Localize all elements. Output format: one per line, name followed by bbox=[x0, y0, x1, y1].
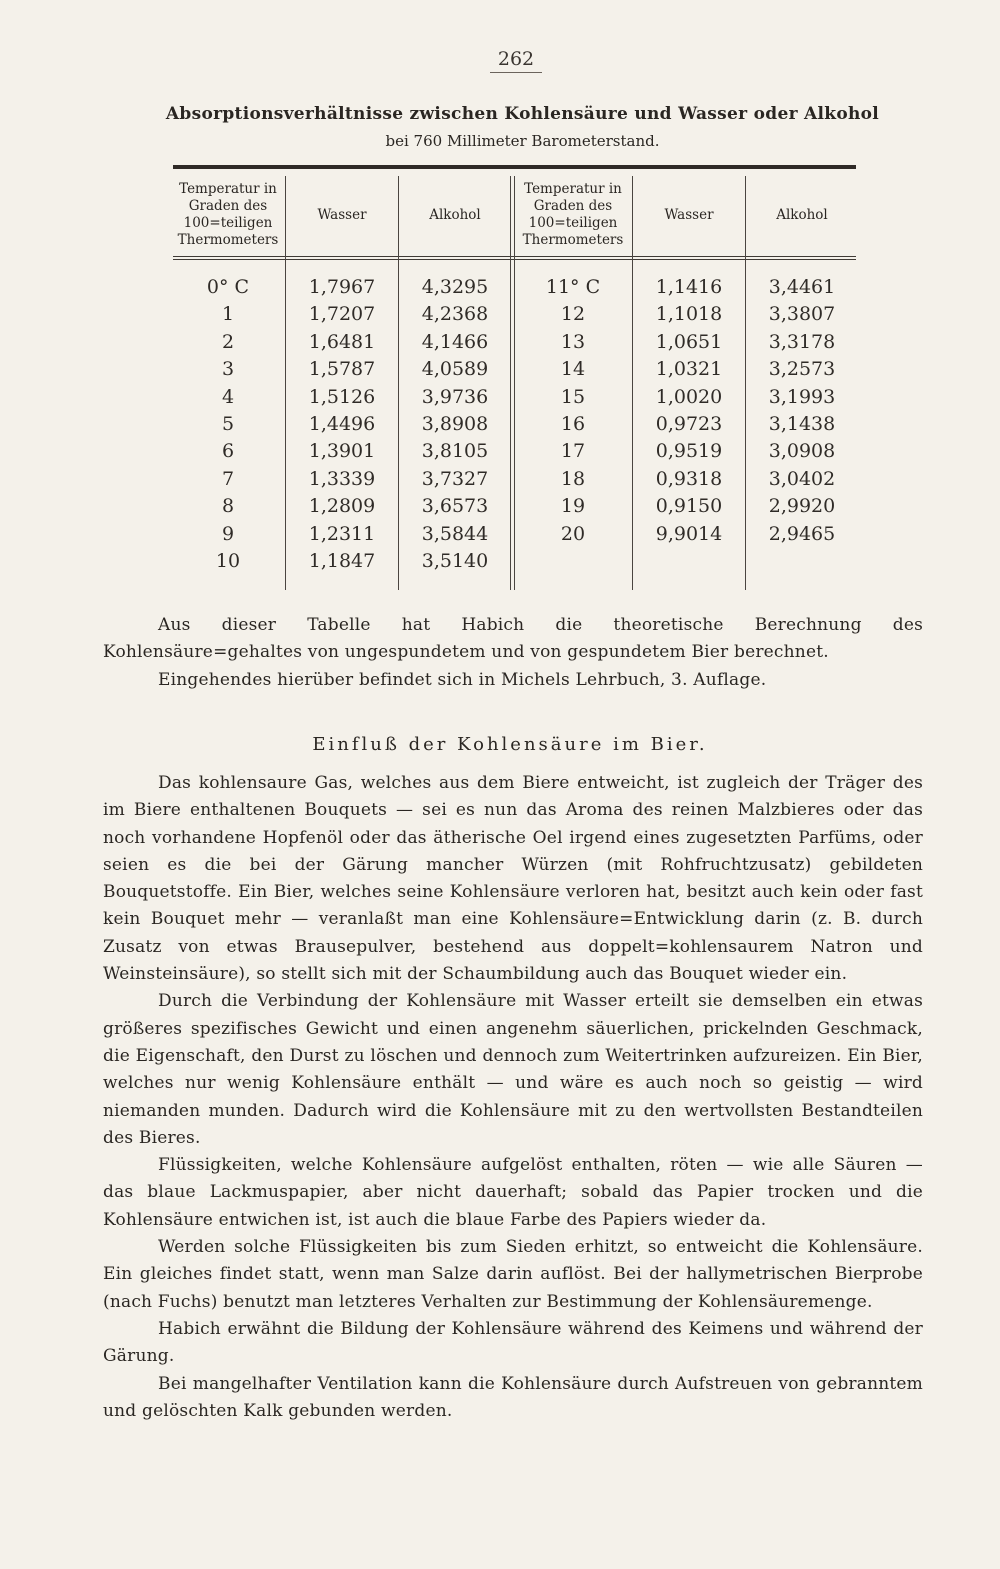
left-alcohol-cell: 3,5844 bbox=[421, 522, 489, 545]
left-temperature-cell: 6 bbox=[221, 440, 235, 463]
right-alcohol-cell: 3,3178 bbox=[768, 330, 836, 353]
paragraph: Flüssigkeiten, welche Kohlensäure aufgelöst enthalten, röten — wie alle Säuren — das blaue Lackmuspapier, aber nicht dauerhaft; sobald das Papier trocken und die Kohlensäure entwichen ist, ist auch die blaue Farbe des Papiers wieder da. bbox=[103, 1155, 923, 1230]
right-temperature-cell: 16 bbox=[560, 413, 586, 435]
header-water-right: Wasser bbox=[664, 206, 714, 223]
left-water-cell: 1,7967 bbox=[308, 276, 376, 298]
column-divider bbox=[510, 176, 511, 590]
paragraph: Werden solche Flüssigkeiten bis zum Sieden erhitzt, so entweicht die Kohlensäure. Ein gleiches findet statt, wenn man Salze darin auflöst. Bei der hallymetrischen Bierprobe (nach Fuchs) benutzt man letzteres Verhalten zur Bestimmung der Kohlensäuremenge. bbox=[103, 1237, 923, 1312]
left-water-cell: 1,5126 bbox=[308, 385, 376, 408]
column-divider bbox=[745, 176, 746, 590]
left-water-cell: 1,3339 bbox=[308, 467, 376, 490]
section-heading: Einfluß der Kohlensäure im Bier. bbox=[312, 734, 708, 755]
page-number: 262 bbox=[490, 48, 542, 73]
header-alcohol-left: Alkohol bbox=[429, 206, 481, 223]
left-alcohol-cell: 4,0589 bbox=[421, 358, 489, 381]
left-alcohol-cell: 3,7327 bbox=[421, 467, 489, 490]
column-divider bbox=[285, 176, 286, 590]
left-water-cell: 1,5787 bbox=[308, 358, 376, 381]
left-alcohol-cell: 4,3295 bbox=[421, 276, 489, 298]
right-alcohol-cell: 3,1993 bbox=[768, 385, 836, 408]
left-temperature-cell: 3 bbox=[221, 358, 235, 381]
paragraph: Habich erwähnt die Bildung der Kohlensäure während des Keimens und während der Gärung. bbox=[103, 1318, 923, 1367]
right-alcohol-cell: 2,9465 bbox=[768, 522, 836, 545]
left-temperature-cell: 9 bbox=[221, 522, 235, 545]
right-temperature-cell: 13 bbox=[560, 330, 586, 353]
right-water-cell: 0,9318 bbox=[655, 467, 723, 490]
left-water-cell: 1,7207 bbox=[308, 303, 376, 326]
left-temperature-cell: 8 bbox=[221, 495, 235, 518]
right-alcohol-cell: 2,9920 bbox=[768, 495, 836, 518]
column-divider bbox=[514, 176, 515, 590]
left-alcohol-cell: 3,8908 bbox=[421, 413, 489, 435]
right-alcohol-cell: 3,3807 bbox=[768, 303, 836, 326]
column-divider bbox=[632, 176, 633, 590]
right-water-cell: 0,9519 bbox=[655, 440, 723, 463]
table-top-rule bbox=[173, 165, 856, 169]
right-alcohol-cell: 3,0402 bbox=[768, 467, 836, 490]
header-temperature-left: Temperatur in Graden des 100=teiligen Thermometers bbox=[177, 181, 279, 248]
header-water-left: Wasser bbox=[317, 206, 367, 223]
left-temperature-cell: 5 bbox=[221, 413, 235, 435]
right-temperature-cell: 19 bbox=[560, 495, 586, 518]
column-divider bbox=[398, 176, 399, 590]
right-water-cell: 1,0321 bbox=[655, 358, 723, 381]
paragraph: Bei mangelhafter Ventilation kann die Kohlensäure durch Aufstreuen von gebranntem und gelöschten Kalk gebunden werden. bbox=[103, 1373, 923, 1421]
left-alcohol-cell: 3,6573 bbox=[421, 495, 489, 518]
right-alcohol-cell: 3,4461 bbox=[768, 276, 836, 298]
right-water-cell: 1,1416 bbox=[655, 276, 723, 298]
left-temperature-cell: 2 bbox=[221, 330, 235, 353]
right-temperature-cell: 11° C bbox=[545, 276, 601, 298]
body-text bbox=[103, 770, 923, 1425]
left-water-cell: 1,2809 bbox=[308, 495, 376, 518]
paragraph: Das kohlensaure Gas, welches aus dem Biere entweicht, ist zugleich der Träger des im Biere enthaltenen Bouquets — sei es nun das Aroma des reinen Malzbieres oder das noch vorhandene Hopfenöl oder das ätherische Oel irgend eines zugesetzten Parfüms, oder seien es die bei der Gärung mancher Würzen (mit Rohfruchtzusatz) gebildeten Bouquetstoffe. Ein Bier, welches seine Kohlensäure verloren hat, besitzt auch kein oder fast kein Bouquet mehr — veranlaßt man eine Kohlensäure=Entwicklung darin (z. B. durch Zusatz von etwas Brausepulver, bestehend aus doppelt=kohlensaurem Natron und Weinsteinsäure), so stellt sich mit der Schaumbildung auch das Bouquet wieder ein. bbox=[103, 773, 923, 985]
right-temperature-cell: 15 bbox=[560, 385, 586, 408]
left-water-cell: 1,6481 bbox=[308, 330, 376, 353]
left-temperature-cell: 7 bbox=[221, 467, 235, 490]
intro-text bbox=[103, 612, 923, 694]
left-temperature-cell: 1 bbox=[221, 303, 235, 326]
left-alcohol-cell: 4,1466 bbox=[421, 330, 489, 353]
paragraph: Durch die Verbindung der Kohlensäure mit Wasser erteilt sie demselben ein etwas größeres spezifisches Gewicht und einen angenehm säuerlichen, prickelnden Geschmack, die Eigenschaft, den Durst zu löschen und dennoch zum Weitertrinken aufzureizen. Ein Bier, welches nur wenig Kohlensäure enthält — und wäre es auch noch so geistig — wird niemanden munden. Dadurch wird die Kohlensäure mit zu den wertvollsten Bestandteilen des Bieres. bbox=[103, 991, 923, 1148]
right-alcohol-cell: 3,1438 bbox=[768, 413, 836, 435]
left-alcohol-cell: 3,5140 bbox=[421, 550, 489, 572]
right-alcohol-cell: 3,0908 bbox=[768, 440, 836, 463]
left-water-cell: 1,1847 bbox=[308, 550, 376, 572]
right-alcohol-cell: 3,2573 bbox=[768, 358, 836, 381]
left-alcohol-cell: 4,2368 bbox=[421, 303, 489, 326]
left-alcohol-cell: 3,8105 bbox=[421, 440, 489, 463]
header-temperature-right: Temperatur in Graden des 100=teiligen Thermometers bbox=[522, 181, 624, 248]
paragraph: Aus dieser Tabelle hat Habich die theoretische Berechnung des Kohlensäure=gehaltes von ungespundetem und von gespundetem Bier berechnet. bbox=[103, 615, 923, 663]
right-temperature-cell: 17 bbox=[560, 440, 586, 463]
left-water-cell: 1,2311 bbox=[308, 522, 376, 545]
left-temperature-cell: 10 bbox=[215, 550, 241, 572]
left-temperature-cell: 4 bbox=[221, 385, 235, 408]
header-alcohol-right: Alkohol bbox=[776, 206, 828, 223]
left-water-cell: 1,4496 bbox=[308, 413, 376, 435]
table-subtitle: bei 760 Millimeter Barometerstand. bbox=[385, 132, 660, 150]
left-temperature-cell: 0° C bbox=[206, 276, 250, 298]
right-temperature-cell: 20 bbox=[560, 522, 586, 545]
right-temperature-cell: 14 bbox=[560, 358, 586, 381]
paragraph: Eingehendes hierüber befindet sich in Michels Lehrbuch, 3. Auflage. bbox=[158, 669, 767, 690]
right-water-cell: 1,1018 bbox=[655, 303, 723, 326]
right-water-cell: 9,9014 bbox=[655, 522, 723, 545]
right-water-cell: 1,0020 bbox=[655, 385, 723, 408]
right-water-cell: 0,9150 bbox=[655, 495, 723, 518]
right-temperature-cell: 12 bbox=[560, 303, 586, 326]
left-alcohol-cell: 3,9736 bbox=[421, 385, 489, 408]
left-water-cell: 1,3901 bbox=[308, 440, 376, 463]
right-temperature-cell: 18 bbox=[560, 467, 586, 490]
right-water-cell: 0,9723 bbox=[655, 413, 723, 435]
table-title: Absorptionsverhältnisse zwischen Kohlensäure und Wasser oder Alkohol bbox=[165, 104, 880, 124]
right-water-cell: 1,0651 bbox=[655, 330, 723, 353]
